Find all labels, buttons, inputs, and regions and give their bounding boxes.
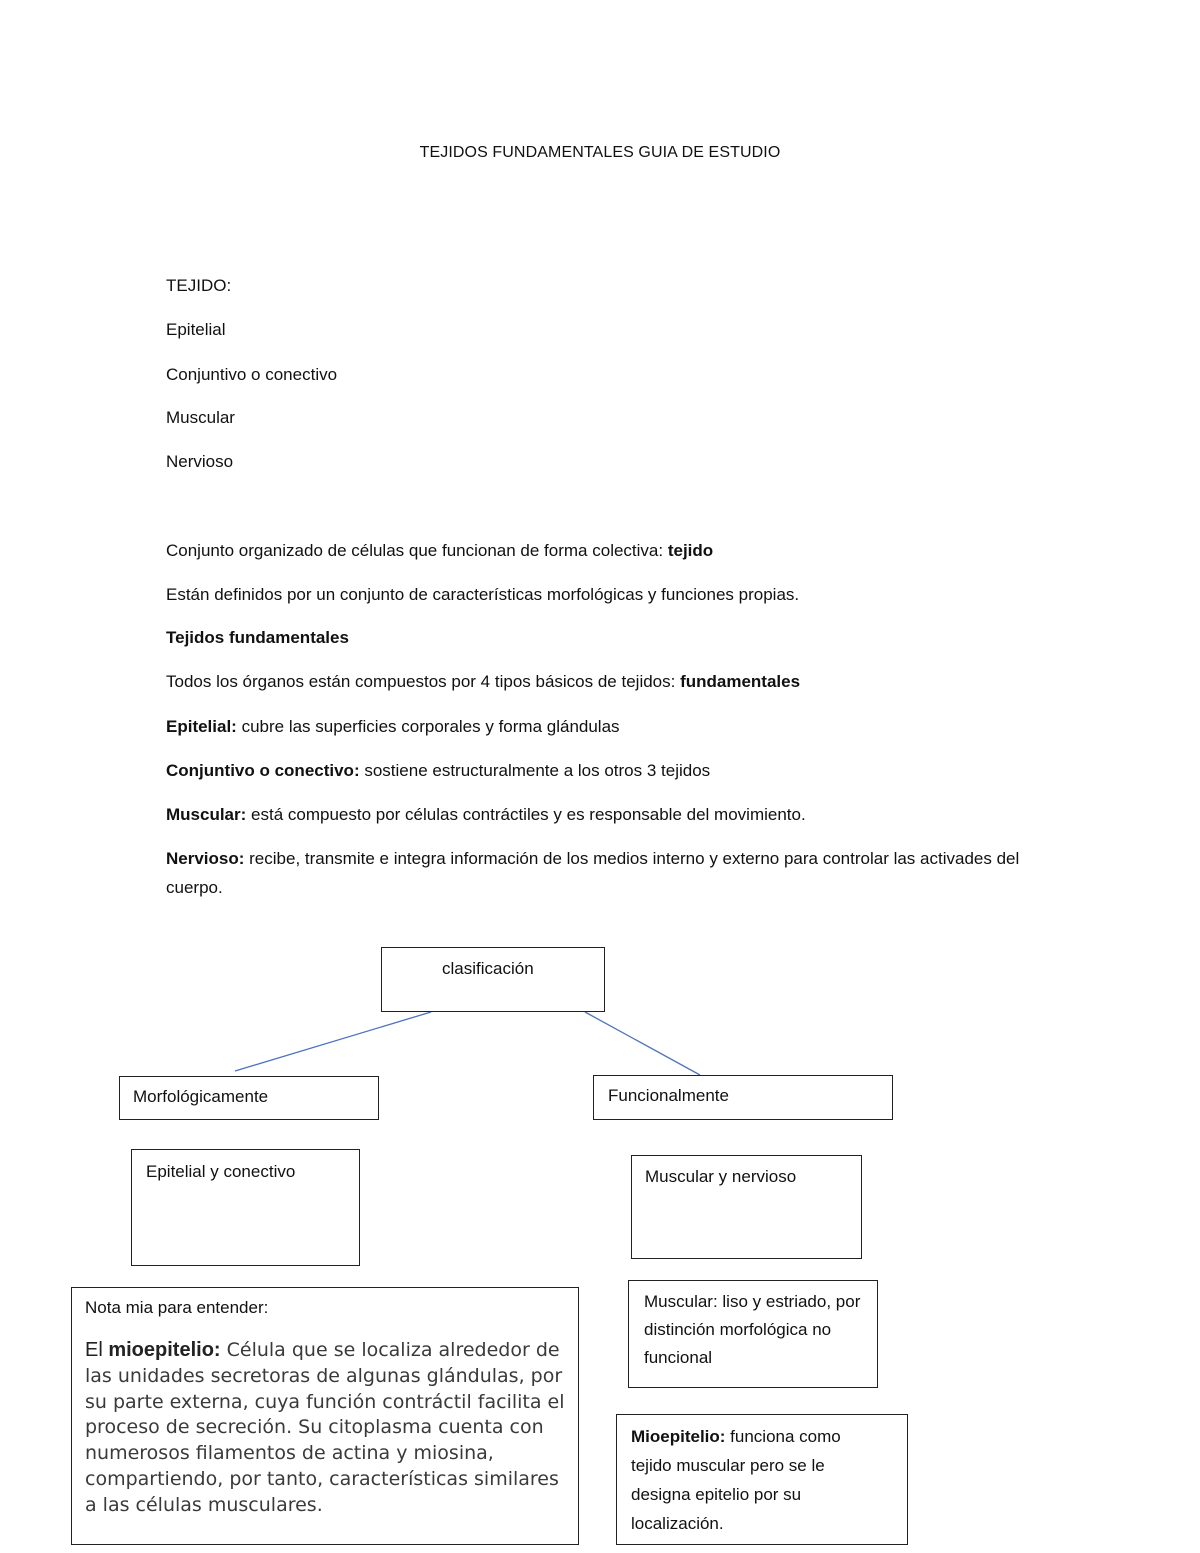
note-body: [85, 1338, 570, 1530]
mioepitelio-text: [631, 1422, 881, 1538]
tejido-item-conjuntivo: Conjuntivo o conectivo: [166, 365, 338, 384]
tejido-item-nervioso: Nervioso: [166, 452, 234, 471]
paragraph-bold: Muscular:: [166, 805, 247, 824]
tejido-item-epitelial: Epitelial: [166, 320, 226, 339]
mioepitelio-term: Mioepitelio:: [631, 1427, 726, 1446]
diagram-right-child-box: [631, 1155, 862, 1259]
note-heading: Nota mia para entender:: [85, 1298, 269, 1317]
diagram-left-child-label: Epitelial y conectivo: [146, 1162, 296, 1181]
page-title: TEJIDOS FUNDAMENTALES GUIA DE ESTUDIO: [419, 144, 781, 161]
diagram-left-box: [119, 1076, 379, 1120]
subheading-text: Tejidos fundamentales: [166, 628, 349, 647]
diagram-root-label: clasificación: [442, 959, 534, 978]
paragraph-bold: Nervioso:: [166, 849, 245, 868]
diagram-right-label: Funcionalmente: [608, 1086, 729, 1105]
muscular-note-text: Muscular: liso y estriado, por distinción morfológica no funcional: [644, 1292, 861, 1367]
diagram-right-child-label: Muscular y nervioso: [645, 1167, 797, 1186]
muscular-note-box: [628, 1280, 878, 1388]
personal-note-box: [71, 1287, 579, 1545]
note-lead: El: [85, 1339, 109, 1361]
paragraph-text: sostiene estructuralmente a los otros 3 tejidos: [359, 761, 711, 780]
paragraph-bold: Conjuntivo o conectivo:: [166, 761, 360, 780]
tejido-item-muscular: Muscular: [166, 408, 235, 427]
tejido-heading: TEJIDO:: [166, 276, 232, 295]
diagram-right-box: [593, 1075, 893, 1120]
paragraph-text: Todos los órganos están compuestos por 4 tipos básicos de tejidos:: [166, 672, 681, 691]
diagram-left-child-box: [131, 1149, 360, 1266]
diagram-root-box: [381, 947, 605, 1012]
paragraph-text: está compuesto por células contráctiles y es responsable del movimiento.: [246, 805, 806, 824]
mioepitelio-box: [616, 1414, 908, 1545]
paragraph-text: Conjunto organizado de células que funcionan de forma colectiva:: [166, 541, 668, 560]
diagram-left-label: Morfológicamente: [133, 1087, 269, 1106]
connector-left: [235, 1012, 431, 1071]
note-term: mioepitelio:: [108, 1339, 221, 1361]
paragraph-bold: fundamentales: [680, 672, 801, 691]
mioepitelio-definition: funciona como tejido muscular pero se le designa epitelio por su localización.: [631, 1427, 841, 1533]
paragraph-text: cubre las superficies corporales y forma glándulas: [236, 717, 620, 736]
connector-right: [585, 1012, 700, 1075]
paragraph-bold: tejido: [667, 541, 714, 560]
paragraph-text: recibe, transmite e integra información de los medios interno y externo para controlar las activades del cuerpo.: [166, 849, 1020, 897]
paragraph-characteristics: Están definidos por un conjunto de características morfológicas y funciones propias.: [166, 585, 800, 604]
note-description: Célula que se localiza alrededor de las unidades secretoras de algunas glándulas, por su parte externa, cuya función contráctil facilita el proceso de secreción. Su citoplasma cuenta con numerosos filamentos de actina y miosina, compartiendo, por tanto, características similares a las células musculares.: [85, 1339, 565, 1516]
paragraph-bold: Epitelial:: [166, 717, 237, 736]
